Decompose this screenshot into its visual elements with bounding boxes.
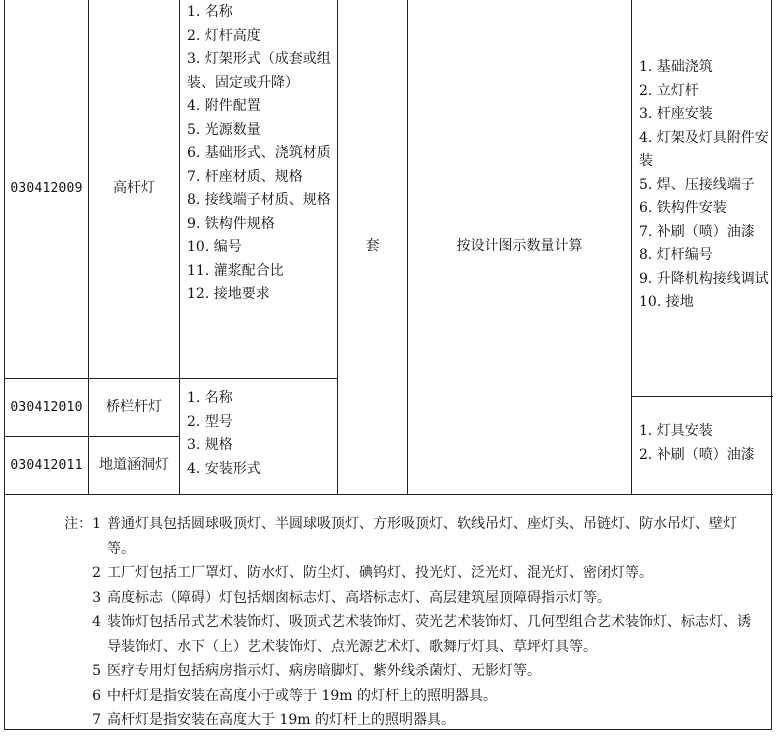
note-line (19, 684, 759, 709)
col-divider-2 (179, 0, 180, 494)
col-divider-5 (631, 0, 632, 494)
feature-item: 2. 型号 (187, 413, 233, 430)
feature-item: 1. 名称 (187, 390, 233, 406)
item-code-text: 030412009 (10, 181, 83, 197)
item-name (89, 379, 179, 436)
note-number: 3 (92, 589, 101, 606)
work-item: 3. 杆座安装 (639, 106, 713, 122)
note-number: 5 (92, 663, 101, 679)
item-name (89, 437, 179, 494)
work-item: 5. 焊、压接线端子 (639, 176, 755, 193)
item-rule-text: 按设计图示数量计算 (456, 238, 583, 255)
item-code (5, 379, 88, 436)
item-features (187, 1, 335, 307)
work-item: 6. 铁构件安装 (639, 200, 727, 216)
work-list (639, 420, 769, 467)
feature-item: 4. 安装形式 (187, 460, 261, 477)
work-item: 7. 补刷（喷）油漆 (639, 223, 755, 240)
note-text: 工厂灯包括工厂罩灯、防水灯、防尘灯、碘钨灯、投光灯、泛光灯、混光灯、密闭灯等。 (107, 565, 653, 581)
feature-item: 4. 附件配置 (187, 98, 261, 114)
note-label: 注：1 (64, 516, 101, 532)
note-line (19, 708, 759, 733)
note-line (19, 659, 759, 684)
feature-item: 3. 灯架形式（成套或组装、固定或升降） (187, 51, 331, 91)
feature-item: 9. 铁构件规格 (187, 215, 275, 232)
note-text: 中杆灯是指安装在高度小于或等于 19m 的灯杆上的照明器具。 (107, 687, 497, 704)
feature-item: 6. 基础形式、浇筑材质 (187, 145, 331, 161)
work-item: 1. 灯具安装 (639, 423, 713, 439)
feature-item: 1. 名称 (187, 4, 233, 20)
row-divider-c (631, 396, 773, 397)
item-code (5, 0, 88, 378)
item-code-text: 030412011 (10, 457, 83, 473)
note-text: 普通灯具包括圆球吸顶灯、半圆球吸顶灯、方形吸顶灯、软线吊灯、座灯头、吊链灯、防水吊灯、壁灯等。 (107, 516, 737, 557)
table-bottom-line (5, 494, 773, 495)
note-line (19, 610, 759, 659)
shared-work (639, 420, 769, 467)
feature-list (187, 387, 335, 481)
note-number: 4 (92, 614, 101, 630)
item-unit (338, 0, 407, 494)
item-work (639, 56, 769, 315)
note-line (19, 512, 759, 561)
feature-list (187, 1, 335, 307)
work-item: 9. 升降机构接线调试 (639, 270, 769, 287)
feature-item: 7. 杆座材质、规格 (187, 168, 303, 185)
spec-table-page (4, 0, 772, 730)
work-item: 1. 基础浇筑 (639, 59, 713, 75)
note-text: 高度标志（障碍）灯包括烟囱标志灯、高塔标志灯、高层建筑屋顶障碍指示灯等。 (107, 589, 611, 606)
work-item: 8. 灯杆编号 (639, 247, 713, 263)
item-name-text: 高杆灯 (113, 180, 155, 197)
work-list (639, 56, 769, 315)
feature-item: 2. 灯杆高度 (187, 27, 261, 44)
note-text: 医疗专用灯包括病房指示灯、病房暗脚灯、紫外线杀菌灯、无影灯等。 (107, 663, 541, 679)
feature-item: 8. 接线端子材质、规格 (187, 192, 331, 208)
note-number: 6 (92, 687, 101, 704)
feature-item: 3. 规格 (187, 437, 233, 453)
work-item: 4. 灯架及灯具附件安装 (639, 129, 769, 169)
note-number: 7 (92, 712, 101, 728)
item-name-text: 桥栏杆灯 (106, 398, 162, 415)
shared-features (187, 387, 335, 481)
feature-item: 10. 编号 (187, 239, 242, 255)
feature-item: 11. 灌浆配合比 (187, 262, 284, 279)
work-item: 2. 补刷（喷）油漆 (639, 446, 755, 463)
item-code-text: 030412010 (10, 399, 83, 415)
note-text: 装饰灯包括吊式艺术装饰灯、吸顶式艺术装饰灯、荧光艺术装饰灯、几何型组合艺术装饰灯、标志灯、诱导装饰灯、水下（上）艺术装饰灯、点光源艺术灯、歌舞厅灯具、草坪灯具等。 (107, 614, 751, 655)
work-item: 2. 立灯杆 (639, 82, 699, 99)
item-unit-text: 套 (365, 238, 380, 255)
item-code (5, 437, 88, 494)
feature-item: 5. 光源数量 (187, 121, 261, 138)
note-line (19, 586, 759, 611)
item-name (89, 0, 179, 378)
item-name-text: 地道涵洞灯 (99, 456, 169, 473)
notes-section (19, 512, 759, 733)
note-line (19, 561, 759, 586)
item-rule (408, 0, 631, 494)
feature-item: 12. 接地要求 (187, 286, 270, 302)
note-number: 2 (92, 565, 101, 581)
note-text: 高杆灯是指安装在高度大于 19m 的灯杆上的照明器具。 (107, 712, 455, 728)
work-item: 10. 接地 (639, 294, 694, 310)
